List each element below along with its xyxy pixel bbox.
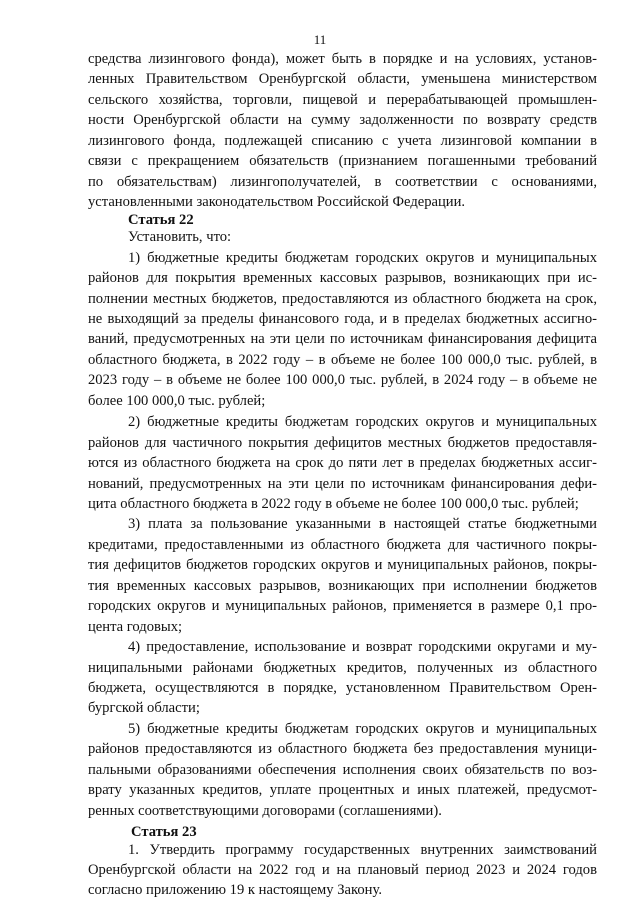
text-line: полнении местных бюджетов, предоставляются из областного бюджета на срок, xyxy=(88,290,597,307)
text-line: установленными законодательством Российской Федерации. xyxy=(88,194,466,211)
text-line: 2) бюджетные кредиты бюджетам городских округов и муниципальных xyxy=(128,414,597,431)
text-line: 1) бюджетные кредиты бюджетам городских округов и муниципальных xyxy=(128,249,597,266)
text-line: ренных соответствующими договорами (соглашениями). xyxy=(88,802,442,819)
text-line: 5) бюджетные кредиты бюджетам городских округов и муниципальных xyxy=(128,720,597,737)
text-line: ваний, предусмотренных на эти цели по источникам финансирования дефицита xyxy=(88,331,597,348)
text-line: 1. Утвердить программу государственных внутренних заимствований xyxy=(128,841,597,858)
text-line: согласно приложению 19 к настоящему Закону. xyxy=(88,882,382,899)
text-line: лизингового фонда, подлежащей списанию с учета лизинговой компании в xyxy=(88,132,597,149)
text-line: Установить, что: xyxy=(128,229,232,246)
text-line: не выходящий за пределы финансового года, и в пределах бюджетных ассигно- xyxy=(88,310,597,327)
text-line: нований, предусмотренных на эти цели по источникам финансирования дефи- xyxy=(88,475,597,492)
text-line: средства лизингового фонда), может быть в порядке и на условиях, установ- xyxy=(88,51,597,67)
text-line: сельского хозяйства, торговли, пищевой и перерабатывающей промышлен- xyxy=(88,91,597,108)
text-line: кредитами, предоставленными из областного бюджета для частичного покры- xyxy=(88,536,597,553)
page-number: 11 xyxy=(313,32,327,47)
text-line: тия временных кассовых разрывов, возникающих при исполнении бюджетов xyxy=(88,577,597,594)
text-line: ются из областного бюджета на срок до пяти лет в пределах бюджетных ассиг- xyxy=(88,455,597,471)
text-line: ленных Правительством Оренбургской области, уменьшена министерством xyxy=(88,71,597,88)
text-line: пальными образованиями обеспечения исполнения своих обязательств по воз- xyxy=(88,761,597,778)
text-line: районов предоставляются из областного бюджета без предоставления муници- xyxy=(88,741,597,758)
text-line: Оренбургской области на 2022 год и на плановый период 2023 и 2024 годов xyxy=(88,862,597,878)
text-line: более 100 000,0 тыс. рублей; xyxy=(88,392,266,409)
text-line: ниципальными районами бюджетных кредитов, полученных из областного xyxy=(88,659,597,676)
article-heading: Статья 22 xyxy=(128,211,194,228)
text-line: по обязательствам) лизингополучателей, в соответствии с основаниями, xyxy=(88,173,597,190)
text-line: районов для частичного покрытия дефицитов местных бюджетов предоставля- xyxy=(88,434,597,451)
text-line: цента годовых; xyxy=(88,618,183,635)
text-line: бургской области; xyxy=(88,700,200,717)
text-line: 4) предоставление, использование и возврат городскими округами и му- xyxy=(128,639,597,656)
text-line: цита областного бюджета в 2022 году в объеме не более 100 000,0 тыс. рублей; xyxy=(88,495,579,512)
text-line: областного бюджета, в 2022 году – в объеме не более 100 000,0 тыс. рублей, в xyxy=(88,351,597,368)
article-heading: Статья 23 xyxy=(131,824,197,840)
text-line: тия дефицитов бюджетов городских округов и муниципальных районов, покры- xyxy=(88,557,597,574)
text-line: 2023 году – в объеме не более 100 000,0 тыс. рублей, в 2024 году – в объеме не xyxy=(88,372,597,389)
text-line: врату указанных кредитов, уплате процентных и иных платежей, предусмот- xyxy=(88,782,597,799)
text-line: ности Оренбургской области на сумму задолженности по возврату средств xyxy=(88,112,597,129)
text-line: бюджета, осуществляются в порядке, установленном Правительством Орен- xyxy=(88,679,597,696)
text-line: связи с прекращением обязательств (признанием погашенными требований xyxy=(88,153,597,170)
text-line: городских округов и муниципальных районов, применяется в размере 0,1 про- xyxy=(88,598,597,615)
text-line: 3) плата за пользование указанными в настоящей статье бюджетными xyxy=(128,516,597,533)
text-line: районов для покрытия временных кассовых разрывов, возникающих при ис- xyxy=(88,270,597,287)
